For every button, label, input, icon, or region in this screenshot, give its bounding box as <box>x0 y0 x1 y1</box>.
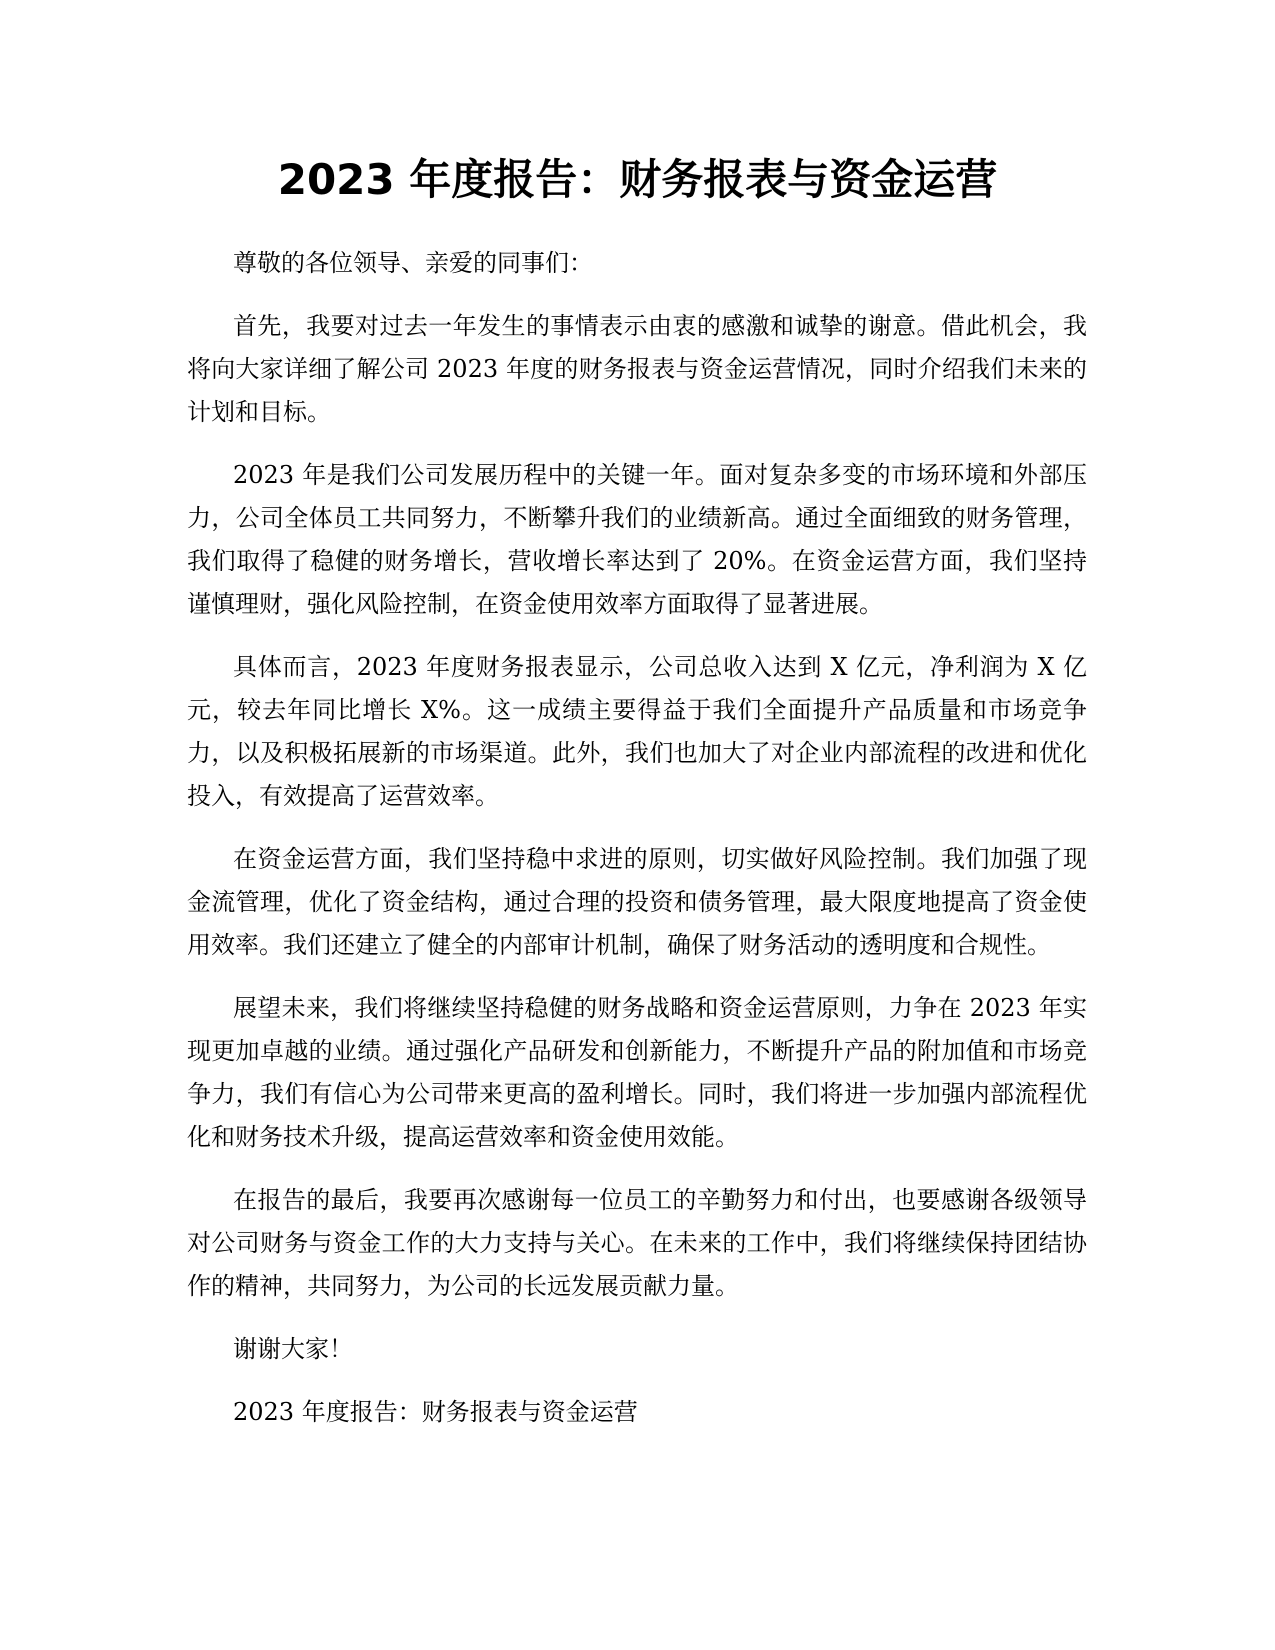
paragraph-financial-details: 具体而言，2023 年度财务报表显示，公司总收入达到 X 亿元，净利润为 X 亿元，较去年同比增长 X%。这一成绩主要得益于我们全面提升产品质量和市场竞争力，以及积极拓展新的市场渠道。此外，我们也加大了对企业内部流程的改进和优化投入，有效提高了运营效率。 <box>187 653 1087 810</box>
paragraph-capital-operations: 在资金运营方面，我们坚持稳中求进的原则，切实做好风险控制。我们加强了现金流管理，优化了资金结构，通过合理的投资和债务管理，最大限度地提高了资金使用效率。我们还建立了健全的内部审计机制，确保了财务活动的透明度和合规性。 <box>187 845 1087 959</box>
document-title: 2023 年度报告：财务报表与资金运营 <box>277 155 998 204</box>
paragraph-year-overview: 2023 年是我们公司发展历程中的关键一年。面对复杂多变的市场环境和外部压力，公司全体员工共同努力，不断攀升我们的业绩新高。通过全面细致的财务管理，我们取得了稳健的财务增长，营收增长率达到了 20%。在资金运营方面，我们坚持谨慎理财，强化风险控制，在资金使用效率方面取得了显著进展。 <box>187 461 1087 618</box>
paragraph-salutation: 尊敬的各位领导、亲爱的同事们： <box>233 249 593 277</box>
document-body <box>187 242 1087 1454</box>
paragraph-outlook: 展望未来，我们将继续坚持稳健的财务战略和资金运营原则，力争在 2023 年实现更加卓越的业绩。通过强化产品研发和创新能力，不断提升产品的附加值和市场竞争力，我们有信心为公司带来更高的盈利增长。同时，我们将进一步加强内部流程优化和财务技术升级，提高运营效率和资金使用效能。 <box>187 994 1087 1151</box>
paragraph-thanks: 在报告的最后，我要再次感谢每一位员工的辛勤努力和付出，也要感谢各级领导对公司财务与资金工作的大力支持与关心。在未来的工作中，我们将继续保持团结协作的精神，共同努力，为公司的长远发展贡献力量。 <box>187 1186 1087 1300</box>
paragraph-closing: 谢谢大家！ <box>233 1335 353 1363</box>
paragraph-repeat-title: 2023 年度报告：财务报表与资金运营 <box>233 1398 638 1426</box>
paragraph-intro: 首先，我要对过去一年发生的事情表示由衷的感激和诚挚的谢意。借此机会，我将向大家详细了解公司 2023 年度的财务报表与资金运营情况，同时介绍我们未来的计划和目标。 <box>187 312 1087 426</box>
